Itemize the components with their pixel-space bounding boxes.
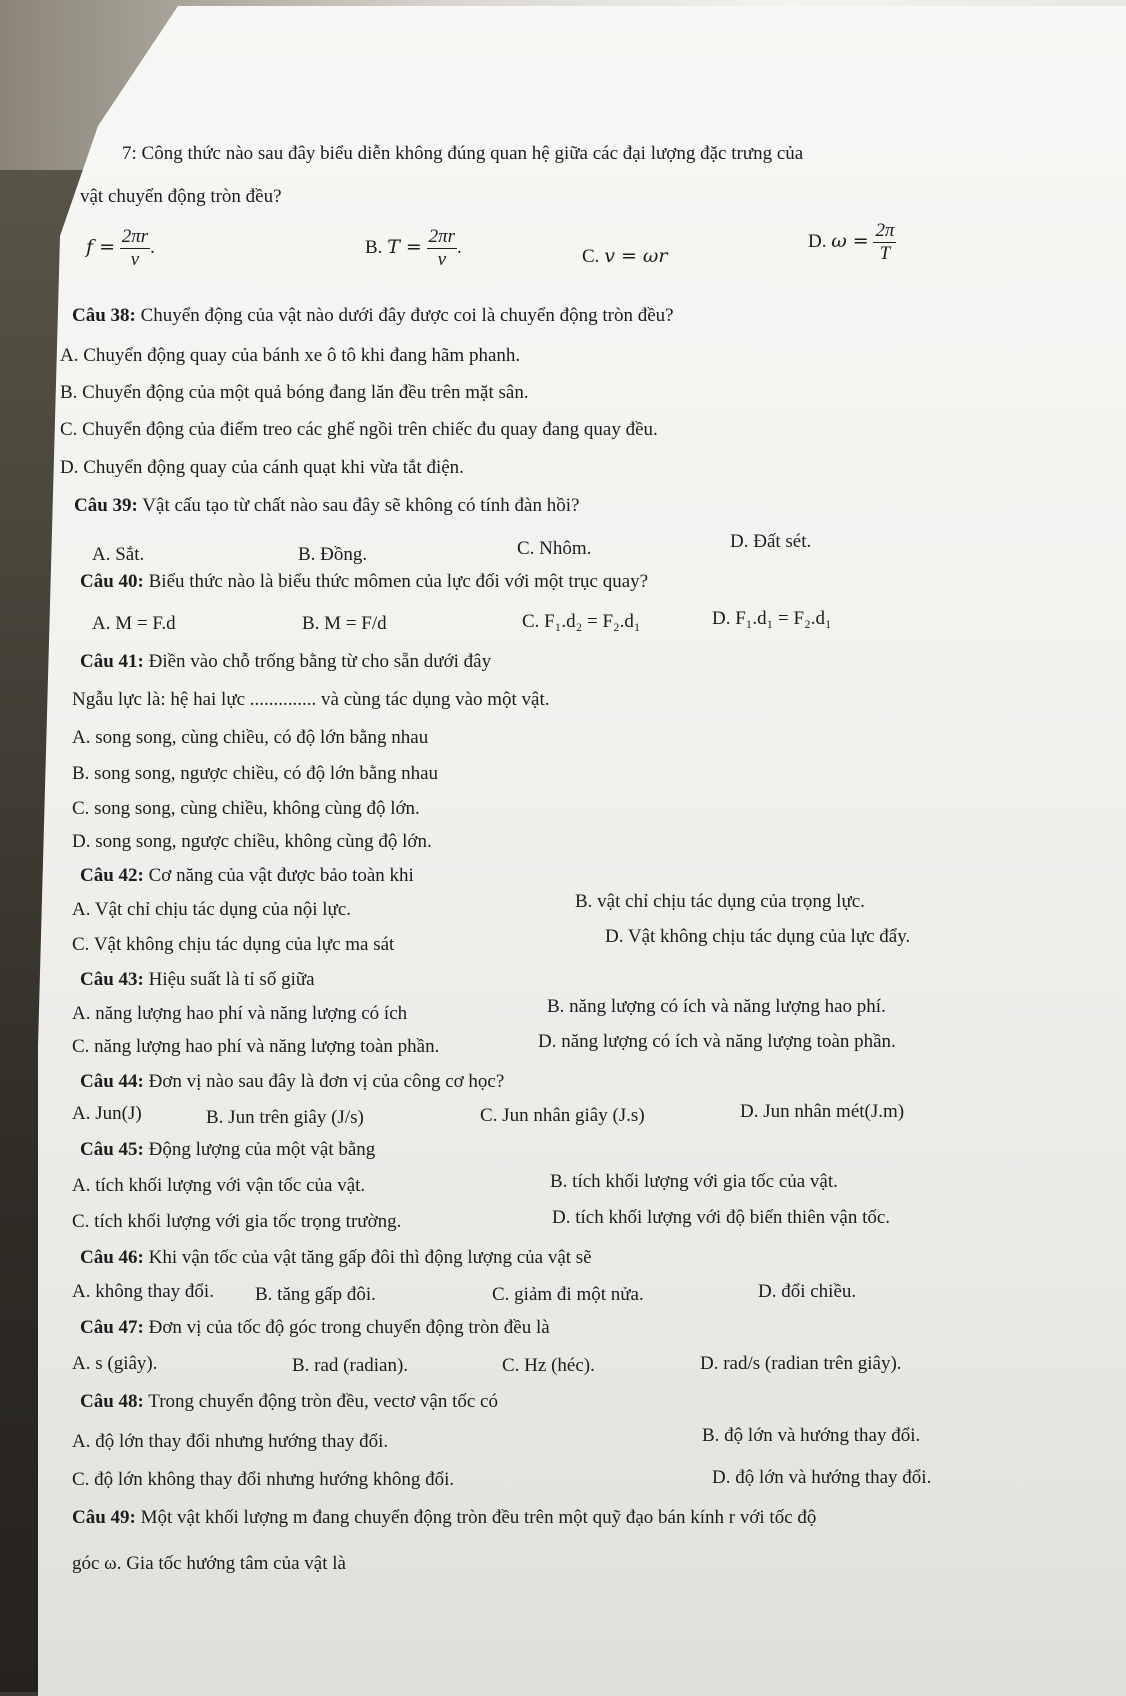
q43-stem: Câu 43: Hiệu suất là tỉ số giữa <box>80 969 315 990</box>
q45-stem: Câu 45: Động lượng của một vật bằng <box>80 1139 376 1160</box>
q40-option-c: C. F₁.d₂ = F₂.d₁ <box>522 611 641 632</box>
q37-option-a-fraction: $\frac{2\pi r}{v}$ <box>121 226 149 270</box>
q48-option-c: C. độ lớn không thay đổi nhưng hướng không đổi. <box>72 1469 455 1490</box>
q45-option-a: A. tích khối lượng với vận tốc của vật. <box>72 1175 366 1196</box>
q43-option-b: B. năng lượng có ích và năng lượng hao phí. <box>547 996 886 1017</box>
q48-stem: Câu 48: Trong chuyển động tròn đều, vectơ vận tốc có <box>80 1391 498 1412</box>
q37-option-a: f = $\frac{2\pi r}{v}$ . <box>86 226 155 270</box>
q47-option-d: D. rad/s (radian trên giây). <box>700 1353 902 1374</box>
q48-option-a: A. độ lớn thay đổi nhưng hướng thay đổi. <box>72 1431 389 1452</box>
q39-option-c: C. Nhôm. <box>517 538 592 559</box>
q44-stem: Câu 44: Đơn vị nào sau đây là đơn vị của công cơ học? <box>80 1071 505 1092</box>
q47-stem: Câu 47: Đơn vị của tốc độ góc trong chuyển động tròn đều là <box>80 1317 550 1338</box>
q43-option-a: A. năng lượng hao phí và năng lượng có ích <box>72 1003 408 1024</box>
q39-option-b: B. Đồng. <box>298 544 368 565</box>
q41-option-a: A. song song, cùng chiều, có độ lớn bằng nhau <box>72 727 429 748</box>
q38-option-a: A. Chuyển động quay của bánh xe ô tô khi đang hãm phanh. <box>60 345 521 366</box>
q38-option-d: D. Chuyển động quay của cánh quạt khi vừa tắt điện. <box>60 457 464 478</box>
q38-option-c: C. Chuyển động của điểm treo các ghế ngồi trên chiếc đu quay đang quay đều. <box>60 419 658 440</box>
q45-option-c: C. tích khối lượng với gia tốc trọng trường. <box>72 1211 402 1232</box>
q47-option-b: B. rad (radian). <box>292 1355 409 1376</box>
q40-stem: Câu 40: Biểu thức nào là biểu thức mômen của lực đối với một trục quay? <box>80 571 649 592</box>
q37-line2: vật chuyển động tròn đều? <box>80 186 282 207</box>
q41-blank-line: Ngẫu lực là: hệ hai lực .............. và cùng tác dụng vào một vật. <box>72 689 550 710</box>
q37-option-d: D. ω = $\frac{2\pi}{T}$ <box>808 220 895 264</box>
q40-option-b: B. M = F/d <box>302 613 387 634</box>
q47-option-a: A. s (giây). <box>72 1353 158 1374</box>
q42-option-d: D. Vật không chịu tác dụng của lực đẩy. <box>605 926 911 947</box>
q37-option-b: B. T = $\frac{2\pi r}{v}$ . <box>365 226 462 270</box>
q39-option-d: D. Đất sét. <box>730 531 812 552</box>
q46-option-c: C. giảm đi một nửa. <box>492 1284 644 1305</box>
q47-option-c: C. Hz (héc). <box>502 1355 595 1376</box>
q43-option-d: D. năng lượng có ích và năng lượng toàn phần. <box>538 1031 896 1052</box>
q44-option-c: C. Jun nhân giây (J.s) <box>480 1105 645 1126</box>
q49-stem: Câu 49: Một vật khối lượng m đang chuyển động tròn đều trên một quỹ đạo bán kính r với tốc độ <box>72 1507 817 1528</box>
q37-line1: 7: Công thức nào sau đây biểu diễn không đúng quan hệ giữa các đại lượng đặc trưng của <box>122 143 804 164</box>
q46-stem: Câu 46: Khi vận tốc của vật tăng gấp đôi thì động lượng của vật sẽ <box>80 1247 592 1268</box>
q37-option-c: C. v = ωr <box>582 245 668 267</box>
q41-stem: Câu 41: Điền vào chỗ trống bằng từ cho sẵn dưới đây <box>80 651 492 672</box>
q48-option-b: B. độ lớn và hướng thay đổi. <box>702 1425 921 1446</box>
q48-option-d: D. độ lớn và hướng thay đổi. <box>712 1467 932 1488</box>
q44-option-a: A. Jun(J) <box>72 1103 142 1124</box>
q37-option-b-fraction: $\frac{2\pi r}{v}$ <box>428 226 455 270</box>
q40-option-a: A. M = F.d <box>92 613 176 634</box>
q39-option-a: A. Sắt. <box>92 544 145 565</box>
q45-option-d: D. tích khối lượng với độ biến thiên vận tốc. <box>552 1207 891 1228</box>
q45-option-b: B. tích khối lượng với gia tốc của vật. <box>550 1171 838 1192</box>
q42-option-c: C. Vật không chịu tác dụng của lực ma sát <box>72 934 395 955</box>
q42-option-b: B. vật chỉ chịu tác dụng của trọng lực. <box>575 891 865 912</box>
q42-stem: Câu 42: Cơ năng của vật được bảo toàn khi <box>80 865 414 886</box>
q42-option-a: A. Vật chỉ chịu tác dụng của nội lực. <box>72 899 352 920</box>
q40-option-d: D. F₁.d₁ = F₂.d₁ <box>712 608 832 629</box>
q37-option-d-fraction: $\frac{2\pi}{T}$ <box>875 220 895 264</box>
q41-option-c: C. song song, cùng chiều, không cùng độ lớn. <box>72 798 420 819</box>
q46-option-b: B. tăng gấp đôi. <box>255 1284 376 1305</box>
q39-stem: Câu 39: Vật cấu tạo từ chất nào sau đây sẽ không có tính đàn hồi? <box>74 495 580 516</box>
q44-option-d: D. Jun nhân mét(J.m) <box>740 1101 905 1122</box>
q43-option-c: C. năng lượng hao phí và năng lượng toàn phần. <box>72 1036 440 1057</box>
q38-stem: Câu 38: Chuyển động của vật nào dưới đây được coi là chuyển động tròn đều? <box>72 305 674 326</box>
q46-option-d: D. đổi chiều. <box>758 1281 857 1302</box>
q38-option-b: B. Chuyển động của một quả bóng đang lăn đều trên mặt sân. <box>60 382 529 403</box>
q46-option-a: A. không thay đổi. <box>72 1281 214 1302</box>
q41-option-d: D. song song, ngược chiều, không cùng độ lớn. <box>72 831 432 852</box>
q41-option-b: B. song song, ngược chiều, có độ lớn bằng nhau <box>72 763 439 784</box>
q44-option-b: B. Jun trên giây (J/s) <box>206 1107 364 1128</box>
q49-line2: góc ω. Gia tốc hướng tâm của vật là <box>72 1553 346 1574</box>
